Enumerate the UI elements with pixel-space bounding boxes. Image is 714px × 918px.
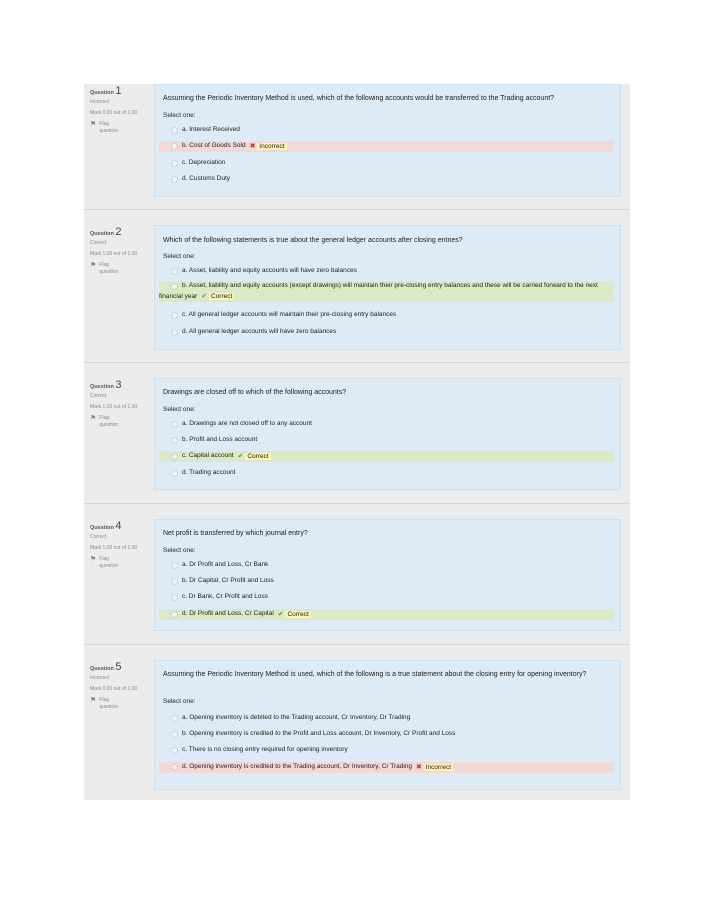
feedback-label: Incorrect — [425, 763, 452, 771]
question-text: Drawings are closed off to which of the following accounts? — [163, 389, 347, 396]
select-one-label: Select one: — [163, 253, 196, 260]
answer-option-a[interactable]: a. Drawings are not closed off to any account — [159, 419, 614, 430]
question-info — [90, 226, 152, 276]
radio-button[interactable] — [171, 453, 178, 460]
question-text: Assuming the Periodic Inventory Method is used, which of the following accounts would be transferred to the Trading account? — [163, 95, 555, 102]
question-text: Which of the following statements is true about the general ledger accounts after closing entries? — [163, 237, 463, 244]
radio-button[interactable] — [171, 470, 178, 477]
flag-label: Flag question — [99, 121, 119, 134]
divider — [84, 644, 630, 645]
radio-button[interactable] — [171, 611, 178, 618]
question-label: Question — [90, 231, 114, 237]
radio-button[interactable] — [171, 594, 178, 601]
select-one-label: Select one: — [163, 547, 196, 554]
question-content — [154, 378, 621, 490]
question-number: 5 — [115, 661, 122, 673]
select-one-label: Select one: — [163, 406, 196, 413]
answer-option-b[interactable]: b. Profit and Loss account — [159, 435, 614, 446]
radio-button[interactable] — [171, 578, 178, 585]
question-number: 4 — [115, 520, 122, 532]
divider — [84, 362, 630, 363]
answer-option-a[interactable]: a. Opening inventory is debited to the Trading account, Cr Inventory, Dr Trading — [159, 713, 614, 724]
flag-label: Flag question — [99, 697, 119, 710]
question-number: 3 — [115, 379, 122, 391]
flag-label: Flag question — [99, 262, 119, 275]
question-info — [90, 661, 152, 711]
feedback-label: Correct — [287, 610, 309, 618]
feedback-label: Correct — [247, 452, 269, 460]
question-content — [154, 519, 621, 631]
radio-button[interactable] — [171, 268, 178, 275]
flag-question[interactable] — [90, 556, 152, 570]
answer-option-b[interactable]: b. Dr Capital, Cr Profit and Loss — [159, 576, 614, 587]
question-label: Question — [90, 666, 114, 672]
divider — [84, 209, 630, 210]
answer-option-a[interactable]: a. Interest Received — [159, 125, 614, 136]
flag-question[interactable] — [90, 121, 152, 135]
check-icon: ✔ — [277, 610, 284, 618]
flag-icon: ⚑ — [90, 697, 97, 704]
question-state: Correct — [90, 240, 107, 246]
cross-icon: ✖ — [249, 142, 256, 150]
flag-icon: ⚑ — [90, 556, 97, 563]
feedback-label: Incorrect — [259, 142, 285, 150]
radio-button[interactable] — [171, 312, 178, 319]
radio-button[interactable] — [171, 715, 178, 722]
question-state: Correct — [90, 393, 107, 399]
question-info — [90, 379, 152, 429]
question-state: Correct — [90, 534, 107, 540]
answer-option-c[interactable]: c. Dr Bank, Cr Profit and Loss — [159, 592, 614, 603]
flag-label: Flag question — [99, 556, 119, 569]
quiz-review-page — [84, 84, 630, 800]
radio-button[interactable] — [171, 562, 178, 569]
flag-icon: ⚑ — [90, 262, 97, 269]
question-label: Question — [90, 90, 114, 96]
question-state: Incorrect — [90, 675, 110, 681]
cross-icon: ✖ — [416, 763, 422, 771]
question-mark: Mark 1.00 out of 1.00 — [90, 545, 138, 551]
flag-icon: ⚑ — [90, 121, 97, 128]
radio-button[interactable] — [171, 747, 178, 754]
radio-button[interactable] — [171, 764, 178, 771]
question-info — [90, 520, 152, 570]
question-mark: Mark 0.00 out of 1.00 — [90, 110, 138, 116]
question-info — [90, 85, 152, 135]
answer-option-a[interactable]: a. Dr Profit and Loss, Cr Bank — [159, 560, 614, 571]
radio-button[interactable] — [171, 143, 178, 150]
radio-button[interactable] — [171, 731, 178, 738]
answer-option-d[interactable]: d. Dr Profit and Loss, Cr Capital ✔ Correct — [159, 609, 614, 620]
radio-button[interactable] — [171, 160, 178, 167]
flag-question[interactable] — [90, 697, 152, 711]
check-icon: ✔ — [201, 293, 208, 301]
question-mark: Mark 1.00 out of 1.00 — [90, 251, 138, 257]
question-label: Question — [90, 525, 114, 531]
check-icon: ✔ — [237, 452, 244, 460]
radio-button[interactable] — [171, 329, 178, 336]
radio-button[interactable] — [171, 437, 178, 444]
question-text: Assuming the Periodic Inventory Method is used, which of the following is a true statement about the closing entry for opening inventory? — [163, 671, 587, 678]
divider — [84, 503, 630, 504]
flag-icon: ⚑ — [90, 415, 97, 422]
question-mark: Mark 0.00 out of 1.00 — [90, 686, 138, 692]
flag-question[interactable] — [90, 415, 152, 429]
answer-option-c[interactable]: c. There is no closing entry required for opening inventory — [159, 745, 614, 756]
question-content — [154, 660, 621, 790]
flag-question[interactable] — [90, 262, 152, 276]
answer-option-d[interactable]: d. All general ledger accounts will have zero balances — [159, 327, 614, 338]
question-state: Incorrect — [90, 99, 110, 105]
question-label: Question — [90, 384, 114, 390]
question-mark: Mark 1.00 out of 1.00 — [90, 404, 138, 410]
answer-option-d[interactable]: d. Trading account — [159, 468, 614, 479]
radio-button[interactable] — [171, 127, 178, 134]
radio-button[interactable] — [171, 421, 178, 428]
answer-option-d[interactable]: d. Opening inventory is credited to the Trading account, Dr Inventory, Cr Trading ✖ Incorrect — [159, 762, 614, 773]
answer-option-b[interactable]: b. Opening inventory is credited to the Profit and Loss account, Dr Inventory, Cr Profit and Loss — [159, 729, 614, 740]
answer-option-b[interactable]: b. Cost of Goods Sold ✖ Incorrect — [159, 141, 614, 152]
radio-button[interactable] — [171, 283, 178, 290]
answer-option-c[interactable]: c. All general ledger accounts will maintain their pre-closing entry balances — [159, 310, 614, 321]
answer-option-c[interactable]: c. Depreciation — [159, 158, 614, 169]
select-one-label: Select one: — [163, 698, 196, 705]
question-content — [154, 225, 621, 350]
radio-button[interactable] — [171, 176, 178, 183]
select-one-label: Select one: — [163, 112, 196, 119]
answer-option-b[interactable]: b. Asset, liability and equity accounts (except drawings) will maintain their pre-closing entry balances and these will be carried forward to the next financial year ✔ Correct — [159, 281, 614, 302]
question-text: Net profit is transferred by which journal entry? — [163, 530, 308, 537]
question-content — [154, 84, 621, 197]
answer-option-d[interactable]: d. Customs Duty — [159, 174, 614, 185]
feedback-label: Correct — [211, 293, 233, 301]
question-number: 1 — [115, 85, 122, 97]
answer-option-a[interactable]: a. Asset, liability and equity accounts will have zero balances — [159, 266, 614, 277]
answer-option-c[interactable]: c. Capital account ✔ Correct — [159, 451, 614, 462]
flag-label: Flag question — [99, 415, 119, 428]
question-number: 2 — [115, 226, 122, 238]
